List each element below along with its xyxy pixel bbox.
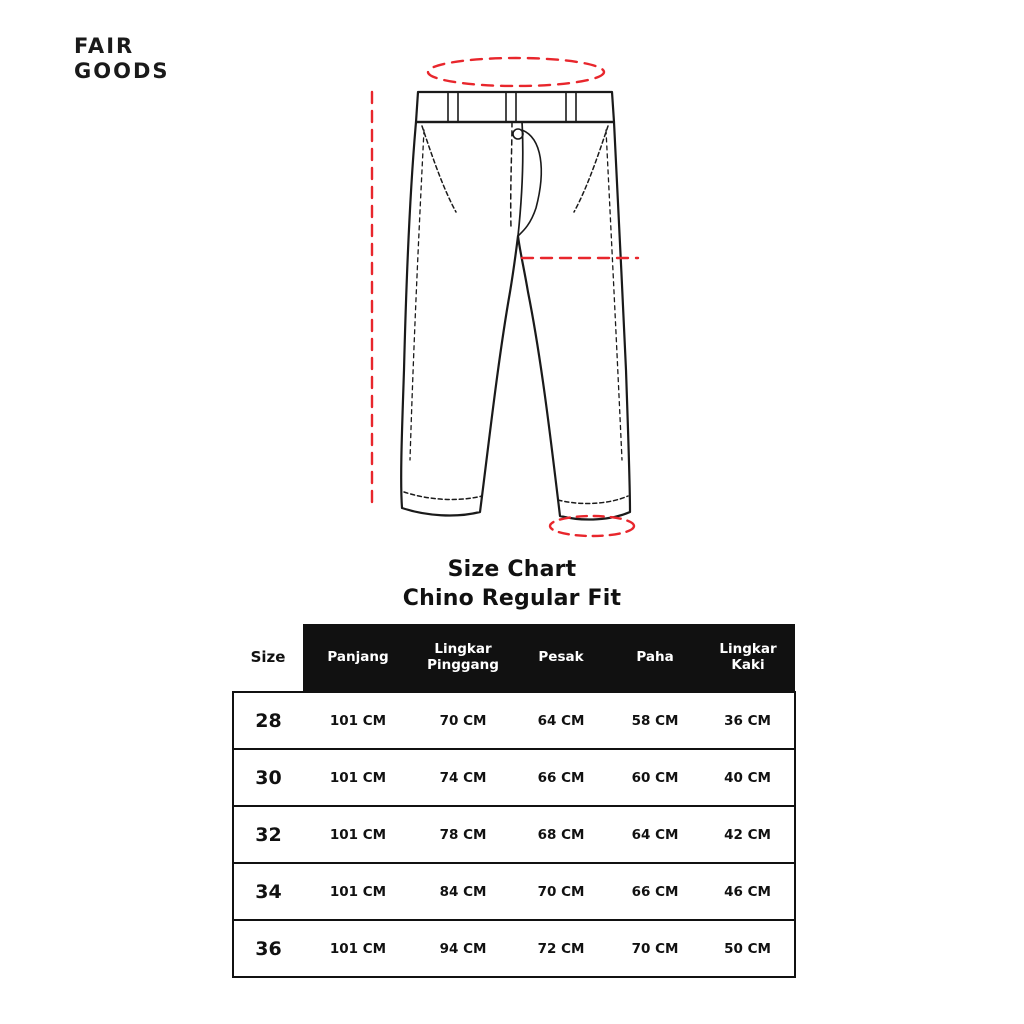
cell-panjang: 101 CM: [303, 749, 413, 806]
cell-lingkar-kaki: 46 CM: [701, 863, 795, 920]
cell-lingkar-kaki: 42 CM: [701, 806, 795, 863]
cell-size: 36: [233, 920, 303, 977]
brand-logo-line2: GOODS: [74, 58, 170, 83]
column-header-lingkar-kaki: [701, 624, 795, 692]
cell-pesak: 68 CM: [513, 806, 609, 863]
table-row: [233, 863, 795, 920]
table-row: [233, 920, 795, 977]
cell-pesak: 70 CM: [513, 863, 609, 920]
column-header-panjang: Panjang: [303, 624, 413, 692]
table-row: [233, 749, 795, 806]
cell-lingkar-kaki: 50 CM: [701, 920, 795, 977]
table-row: [233, 806, 795, 863]
column-header-paha: Paha: [609, 624, 701, 692]
cell-lingkar-pinggang: 78 CM: [413, 806, 513, 863]
column-header-lingkar-kaki-line2: Kaki: [731, 656, 765, 673]
cell-panjang: 101 CM: [303, 692, 413, 749]
cell-pesak: 72 CM: [513, 920, 609, 977]
column-header-pesak: Pesak: [513, 624, 609, 692]
cell-panjang: 101 CM: [303, 920, 413, 977]
size-chart-table: [232, 624, 796, 978]
column-header-lingkar-pinggang-line2: Pinggang: [427, 656, 499, 673]
cell-pesak: 66 CM: [513, 749, 609, 806]
cell-lingkar-pinggang: 94 CM: [413, 920, 513, 977]
column-header-size: Size: [233, 624, 303, 692]
size-chart-table-wrapper: [232, 624, 794, 978]
cell-paha: 66 CM: [609, 863, 701, 920]
cell-lingkar-pinggang: 70 CM: [413, 692, 513, 749]
cell-size: 28: [233, 692, 303, 749]
brand-logo-line1: FAIR: [74, 34, 135, 58]
table-header-row: [233, 624, 795, 692]
cell-paha: 60 CM: [609, 749, 701, 806]
cell-pesak: 64 CM: [513, 692, 609, 749]
cell-panjang: 101 CM: [303, 806, 413, 863]
cell-size: 30: [233, 749, 303, 806]
cell-panjang: 101 CM: [303, 863, 413, 920]
table-header: [233, 624, 795, 692]
cell-paha: 70 CM: [609, 920, 701, 977]
table-body: [233, 692, 795, 977]
column-header-lingkar-pinggang-line1: Lingkar: [434, 640, 492, 657]
page-title: Size Chart: [447, 557, 577, 582]
cell-paha: 64 CM: [609, 806, 701, 863]
cell-lingkar-kaki: 36 CM: [701, 692, 795, 749]
chart-title-block: [0, 556, 1024, 613]
page-subtitle: Chino Regular Fit: [402, 585, 622, 611]
cell-lingkar-pinggang: 84 CM: [413, 863, 513, 920]
cell-paha: 58 CM: [609, 692, 701, 749]
cell-size: 34: [233, 863, 303, 920]
column-header-lingkar-pinggang: [413, 624, 513, 692]
brand-logo: [74, 34, 170, 84]
column-header-lingkar-kaki-line1: Lingkar: [719, 640, 777, 657]
table-row: [233, 692, 795, 749]
cell-size: 32: [233, 806, 303, 863]
cell-lingkar-kaki: 40 CM: [701, 749, 795, 806]
chino-pants-illustration: [330, 30, 700, 550]
cell-lingkar-pinggang: 74 CM: [413, 749, 513, 806]
